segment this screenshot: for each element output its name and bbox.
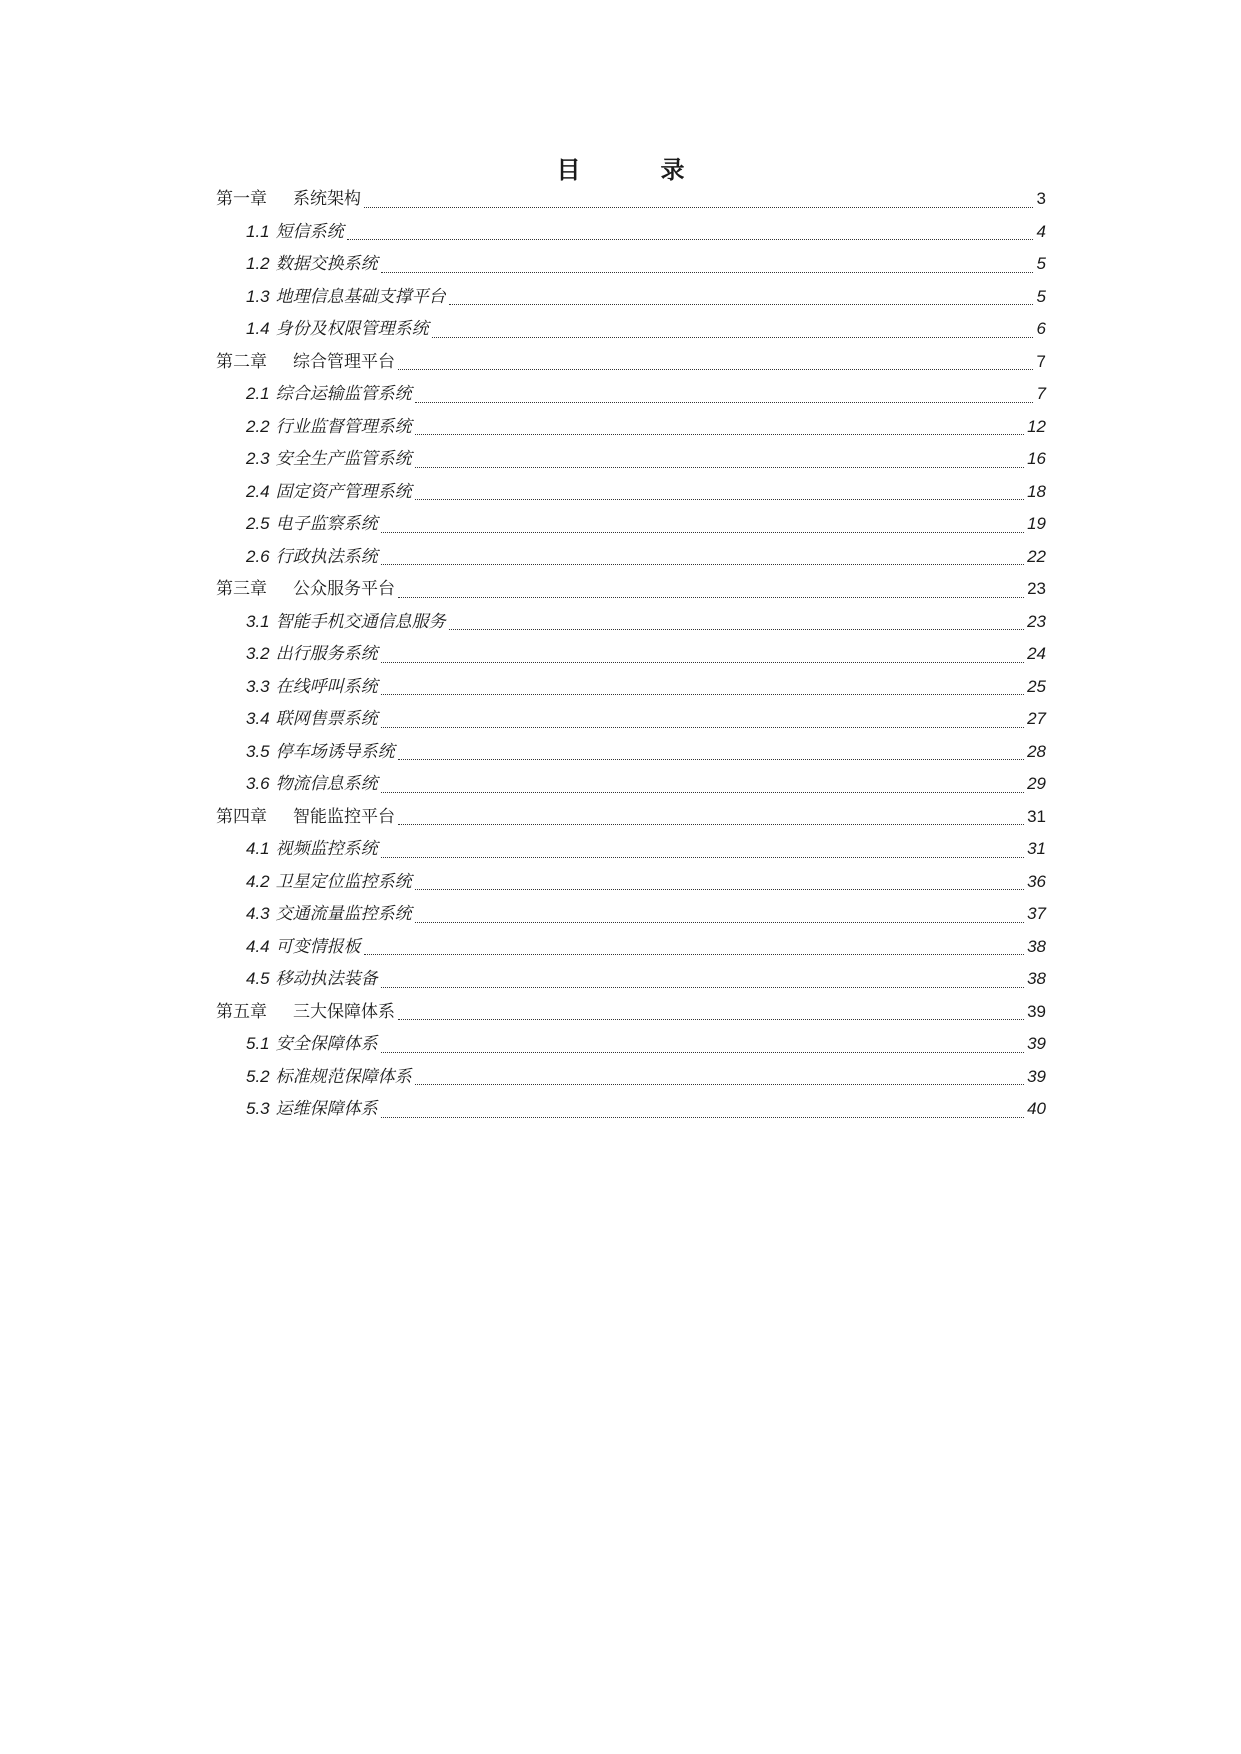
toc-entry-title: 交通流量监控系统 [275,904,412,924]
dot-leader [415,1083,1024,1085]
toc-entry-page-number: 12 [1027,416,1046,436]
dot-leader [381,856,1024,858]
toc-entry-title: 物流信息系统 [275,774,378,794]
toc-entry-title: 卫星定位监控系统 [275,871,412,892]
toc-section-entry[interactable] [216,508,1046,541]
toc-entry-page-number: 22 [1027,546,1046,566]
toc-entry-title: 联网售票系统 [275,709,378,729]
toc-entry-number: 2.3 [246,449,270,468]
toc-section-entry[interactable] [216,1028,1046,1061]
dot-leader [398,368,1033,370]
toc-section-entry[interactable] [216,1093,1046,1126]
dot-leader [415,433,1024,435]
toc-entry-number: 3.5 [246,741,270,761]
dot-leader [449,628,1024,630]
toc-entry-title: 出行服务系统 [275,644,378,664]
toc-entry-page-number: 39 [1027,1001,1046,1021]
toc-entry-number: 3.4 [246,709,270,728]
toc-entry-title: 电子监察系统 [275,514,378,534]
toc-entry-number: 2.2 [246,416,270,436]
dot-leader [381,791,1024,793]
dot-leader [415,498,1024,500]
toc-entry-title: 公众服务平台 [293,579,395,599]
dot-leader [381,1051,1024,1053]
toc-entry-page-number: 7 [1036,384,1046,403]
toc-entry-page-number: 36 [1027,871,1046,891]
toc-entry-title: 安全生产监管系统 [275,449,412,469]
toc-title: 目 录 [556,155,713,184]
dot-leader [381,986,1024,988]
toc-entry-title: 地理信息基础支撑平台 [275,286,446,307]
toc-entry-page-number: 24 [1027,644,1046,663]
toc-entry-title: 综合管理平台 [293,351,395,372]
toc-entry-title: 系统架构 [293,189,361,209]
toc-section-entry[interactable] [216,313,1046,346]
toc-section-entry[interactable] [216,898,1046,931]
dot-leader [381,1116,1024,1118]
dot-leader [449,303,1033,305]
toc-entry-page-number: 6 [1036,319,1046,338]
toc-entry-number: 第五章 [216,1001,267,1022]
toc-entry-title: 标准规范保障体系 [275,1066,412,1087]
toc-section-entry[interactable] [216,248,1046,281]
toc-section-entry[interactable] [216,736,1046,769]
toc-entry-title: 行政执法系统 [275,546,378,567]
toc-entry-title: 安全保障体系 [275,1034,378,1054]
toc-entry-number: 3.1 [246,611,270,631]
dot-leader [381,661,1024,663]
toc-section-entry[interactable] [216,703,1046,736]
toc-entry-page-number: 31 [1027,806,1046,826]
toc-entry-title: 固定资产管理系统 [275,481,412,502]
toc-entry-title: 智能监控平台 [293,806,395,827]
toc-section-entry[interactable] [216,931,1046,964]
toc-entry-number: 5.2 [246,1066,270,1086]
toc-entry-title: 三大保障体系 [293,1001,395,1022]
dot-leader [381,693,1024,695]
toc-entry-title: 视频监控系统 [275,839,378,859]
toc-entry-page-number: 38 [1027,936,1046,956]
toc-entry-number: 1.3 [246,286,270,306]
toc-section-entry[interactable] [216,866,1046,899]
toc-entry-page-number: 5 [1036,254,1046,273]
toc-section-entry[interactable] [216,541,1046,574]
toc-entry-number: 4.3 [246,904,270,923]
toc-entry-page-number: 39 [1027,1066,1046,1086]
toc-entry-number: 1.2 [246,254,270,273]
dot-leader [398,1018,1024,1020]
toc-chapter-entry[interactable] [216,183,1046,216]
toc-entry-page-number: 39 [1027,1034,1046,1053]
toc-entry-page-number: 38 [1027,969,1046,988]
toc-entry-page-number: 18 [1027,481,1046,501]
toc-chapter-entry[interactable] [216,573,1046,606]
toc-section-entry[interactable] [216,671,1046,704]
toc-entry-number: 5.1 [246,1034,270,1053]
dot-leader [432,336,1033,338]
dot-leader [415,888,1024,890]
toc-entry-title: 移动执法装备 [275,969,378,989]
toc-entry-number: 1.4 [246,319,270,338]
dot-leader [381,726,1024,728]
dot-leader [415,401,1033,403]
toc-entry-number: 第三章 [216,579,267,599]
toc-entry-number: 1.1 [246,221,270,241]
toc-section-entry[interactable] [216,281,1046,314]
toc-section-entry[interactable] [216,963,1046,996]
toc-entry-page-number: 40 [1027,1099,1046,1118]
toc-chapter-entry[interactable] [216,801,1046,834]
toc-entry-page-number: 16 [1027,449,1046,468]
toc-entry-title: 身份及权限管理系统 [275,319,429,339]
toc-section-entry[interactable] [216,606,1046,639]
toc-entry-number: 2.5 [246,514,270,533]
toc-section-entry[interactable] [216,768,1046,801]
toc-entry-page-number: 31 [1027,839,1046,858]
toc-entry-page-number: 25 [1027,676,1046,696]
toc-entry-number: 第四章 [216,806,267,827]
dot-leader [398,823,1024,825]
toc-entry-page-number: 27 [1027,709,1046,728]
toc-entry-page-number: 19 [1027,514,1046,533]
toc-section-entry[interactable] [216,443,1046,476]
toc-entry-number: 2.4 [246,481,270,501]
dot-leader [347,238,1033,240]
toc-entry-number: 2.6 [246,546,270,566]
toc-entry-number: 4.1 [246,839,270,858]
toc-entry-page-number: 7 [1036,351,1046,371]
toc-section-entry[interactable] [216,476,1046,509]
toc-section-entry[interactable] [216,411,1046,444]
toc-entry-number: 第一章 [216,189,267,209]
dot-leader [415,921,1024,923]
toc-entry-number: 5.3 [246,1099,270,1118]
toc-entry-number: 4.4 [246,936,270,956]
toc-section-entry[interactable] [216,216,1046,249]
toc-entry-title: 可变情报板 [275,936,361,957]
table-of-contents [216,183,1046,1126]
toc-entry-number: 2.1 [246,384,270,403]
toc-entry-title: 运维保障体系 [275,1099,378,1119]
toc-entry-page-number: 23 [1027,579,1046,598]
dot-leader [381,531,1024,533]
toc-entry-number: 3.2 [246,644,270,663]
toc-section-entry[interactable] [216,833,1046,866]
toc-entry-number: 4.2 [246,871,270,891]
dot-leader [381,563,1024,565]
toc-entry-number: 3.6 [246,774,270,793]
toc-entry-number: 3.3 [246,676,270,696]
toc-section-entry[interactable] [216,1061,1046,1094]
toc-entry-page-number: 28 [1027,741,1046,761]
toc-entry-page-number: 37 [1027,904,1046,923]
toc-entry-page-number: 5 [1036,286,1046,306]
toc-section-entry[interactable] [216,378,1046,411]
dot-leader [381,271,1033,273]
toc-entry-title: 智能手机交通信息服务 [275,611,446,632]
dot-leader [364,953,1024,955]
toc-entry-number: 4.5 [246,969,270,988]
toc-entry-number: 第二章 [216,351,267,372]
toc-entry-title: 综合运输监管系统 [275,384,412,404]
toc-entry-title: 停车场诱导系统 [275,741,395,762]
toc-entry-page-number: 4 [1036,221,1046,241]
toc-entry-page-number: 3 [1036,189,1046,208]
toc-entry-page-number: 23 [1027,611,1046,631]
toc-chapter-entry[interactable] [216,346,1046,379]
toc-entry-title: 数据交换系统 [275,254,378,274]
toc-entry-title: 在线呼叫系统 [275,676,378,697]
dot-leader [364,206,1033,208]
dot-leader [415,466,1024,468]
toc-section-entry[interactable] [216,638,1046,671]
toc-entry-page-number: 29 [1027,774,1046,793]
toc-entry-title: 行业监督管理系统 [275,416,412,437]
toc-chapter-entry[interactable] [216,996,1046,1029]
toc-entry-title: 短信系统 [275,221,344,242]
dot-leader [398,596,1024,598]
dot-leader [398,758,1024,760]
